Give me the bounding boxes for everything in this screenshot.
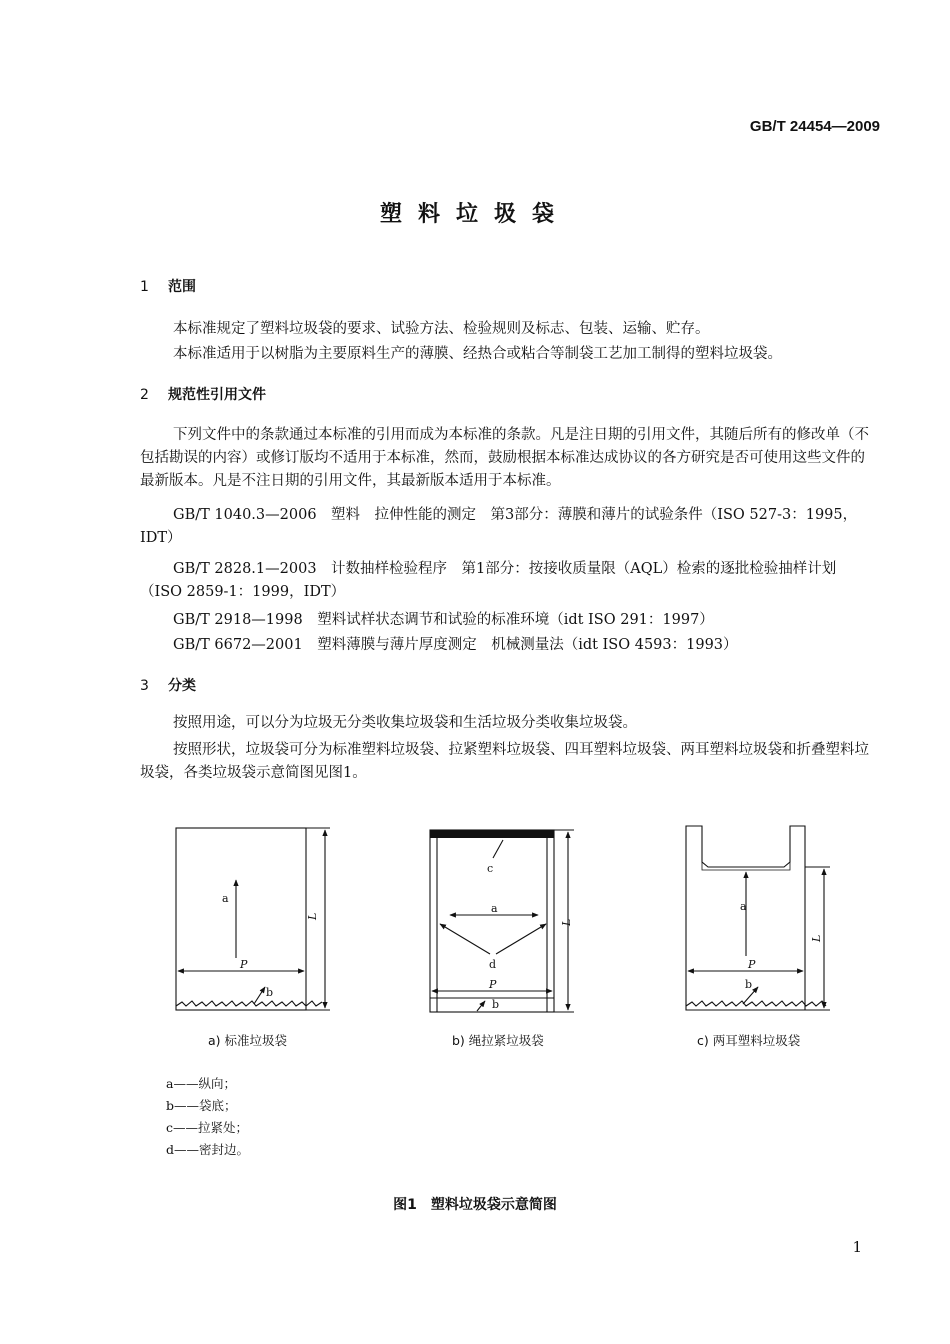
two-ear-bag-diagram: [686, 826, 830, 1010]
figure-legend: [166, 1073, 249, 1161]
reference-item: GB/T 2918—1998 塑料试样状态调节和试验的标准环境（idt ISO 291：1997）: [173, 612, 714, 628]
drawstring-band: [430, 830, 554, 838]
standard-code: GB/T 24454—2009: [749, 118, 880, 135]
legend-text: 纵向；: [198, 1076, 236, 1091]
section-title: 分类: [168, 678, 196, 694]
caption-standard-bag: a) 标准垃圾袋: [208, 1033, 288, 1048]
section-1-heading: [140, 276, 196, 296]
legend-key: b: [166, 1098, 175, 1113]
section-title: 范围: [168, 279, 196, 295]
label-d: d: [489, 958, 497, 971]
caption-two-ear-bag: c) 两耳塑料垃圾袋: [697, 1033, 801, 1048]
section-title: 规范性引用文件: [168, 387, 266, 403]
label-b: b: [745, 978, 753, 991]
label-L: L: [810, 934, 823, 942]
legend-key: a: [166, 1076, 174, 1091]
drawstring-bag-diagram: [430, 830, 574, 1012]
label-P: P: [489, 978, 497, 991]
legend-key: d: [166, 1142, 175, 1157]
reference-item: GB/T 6672—2001 塑料薄膜与薄片厚度测定 机械测量法（idt ISO 4593：1993）: [173, 637, 738, 653]
paragraph: 本标准适用于以树脂为主要原料生产的薄膜、经热合或粘合等制袋工艺加工制得的塑料垃圾袋。: [173, 346, 782, 362]
paragraph: 本标准规定了塑料垃圾袋的要求、试验方法、检验规则及标志、包装、运输、贮存。: [173, 321, 710, 337]
bag-diagrams: [0, 810, 950, 1030]
reference-item: GB/T 1040.3—2006 塑料 拉伸性能的测定 第3部分：薄膜和薄片的试验条件（ISO 527-3：1995，IDT）: [140, 507, 858, 546]
legend-item: c——拉紧处；: [166, 1120, 249, 1135]
label-c: c: [487, 862, 494, 875]
figure-title: 图1 塑料垃圾袋示意简图: [393, 1197, 557, 1213]
label-L: L: [560, 918, 573, 926]
label-L: L: [306, 912, 319, 920]
section-number: 3: [140, 678, 149, 694]
section-number: 2: [140, 387, 149, 403]
label-a: a: [222, 892, 229, 905]
legend-item: a——纵向；: [166, 1076, 236, 1091]
label-b: b: [266, 986, 274, 999]
reference-item: GB/T 2828.1—2003 计数抽样检验程序 第1部分：按接收质量限（AQL）检索的逐批检验抽样计划（ISO 2859-1：1999，IDT）: [140, 561, 837, 600]
label-a: a: [491, 902, 498, 915]
label-b: b: [492, 998, 500, 1011]
legend-item: b——袋底；: [166, 1098, 237, 1113]
caption-drawstring-bag: b) 绳拉紧垃圾袋: [452, 1033, 544, 1048]
section-number: 1: [140, 279, 149, 295]
legend-text: 袋底；: [199, 1098, 237, 1113]
legend-text: 密封边。: [199, 1142, 250, 1157]
paragraph: 下列文件中的条款通过本标准的引用而成为本标准的条款。凡是注日期的引用文件，其随后所有的修改单（不包括勘误的内容）或修订版均不适用于本标准，然而，鼓励根据本标准达成协议的各方研究是否可使用这些文件的最新版本。凡是不注日期的引用文件，其最新版本适用于本标准。: [140, 427, 869, 489]
label-P: P: [748, 958, 756, 971]
section-3-heading: [140, 675, 196, 695]
label-P: P: [240, 958, 248, 971]
legend-text: 拉紧处；: [198, 1120, 249, 1135]
paragraph: 按照用途，可以分为垃圾无分类收集垃圾袋和生活垃圾分类收集垃圾袋。: [173, 715, 637, 731]
legend-key: c: [166, 1120, 174, 1135]
legend-item: d——密封边。: [166, 1142, 250, 1157]
page-number: 1: [852, 1238, 862, 1256]
paragraph: 按照形状，垃圾袋可分为标准塑料垃圾袋、拉紧塑料垃圾袋、四耳塑料垃圾袋、两耳塑料垃圾袋和折叠塑料垃圾袋，各类垃圾袋示意简图见图1。: [140, 742, 869, 781]
section-2-heading: [140, 384, 266, 404]
label-a: a: [740, 900, 747, 913]
document-title: 塑料垃圾袋: [379, 202, 570, 227]
